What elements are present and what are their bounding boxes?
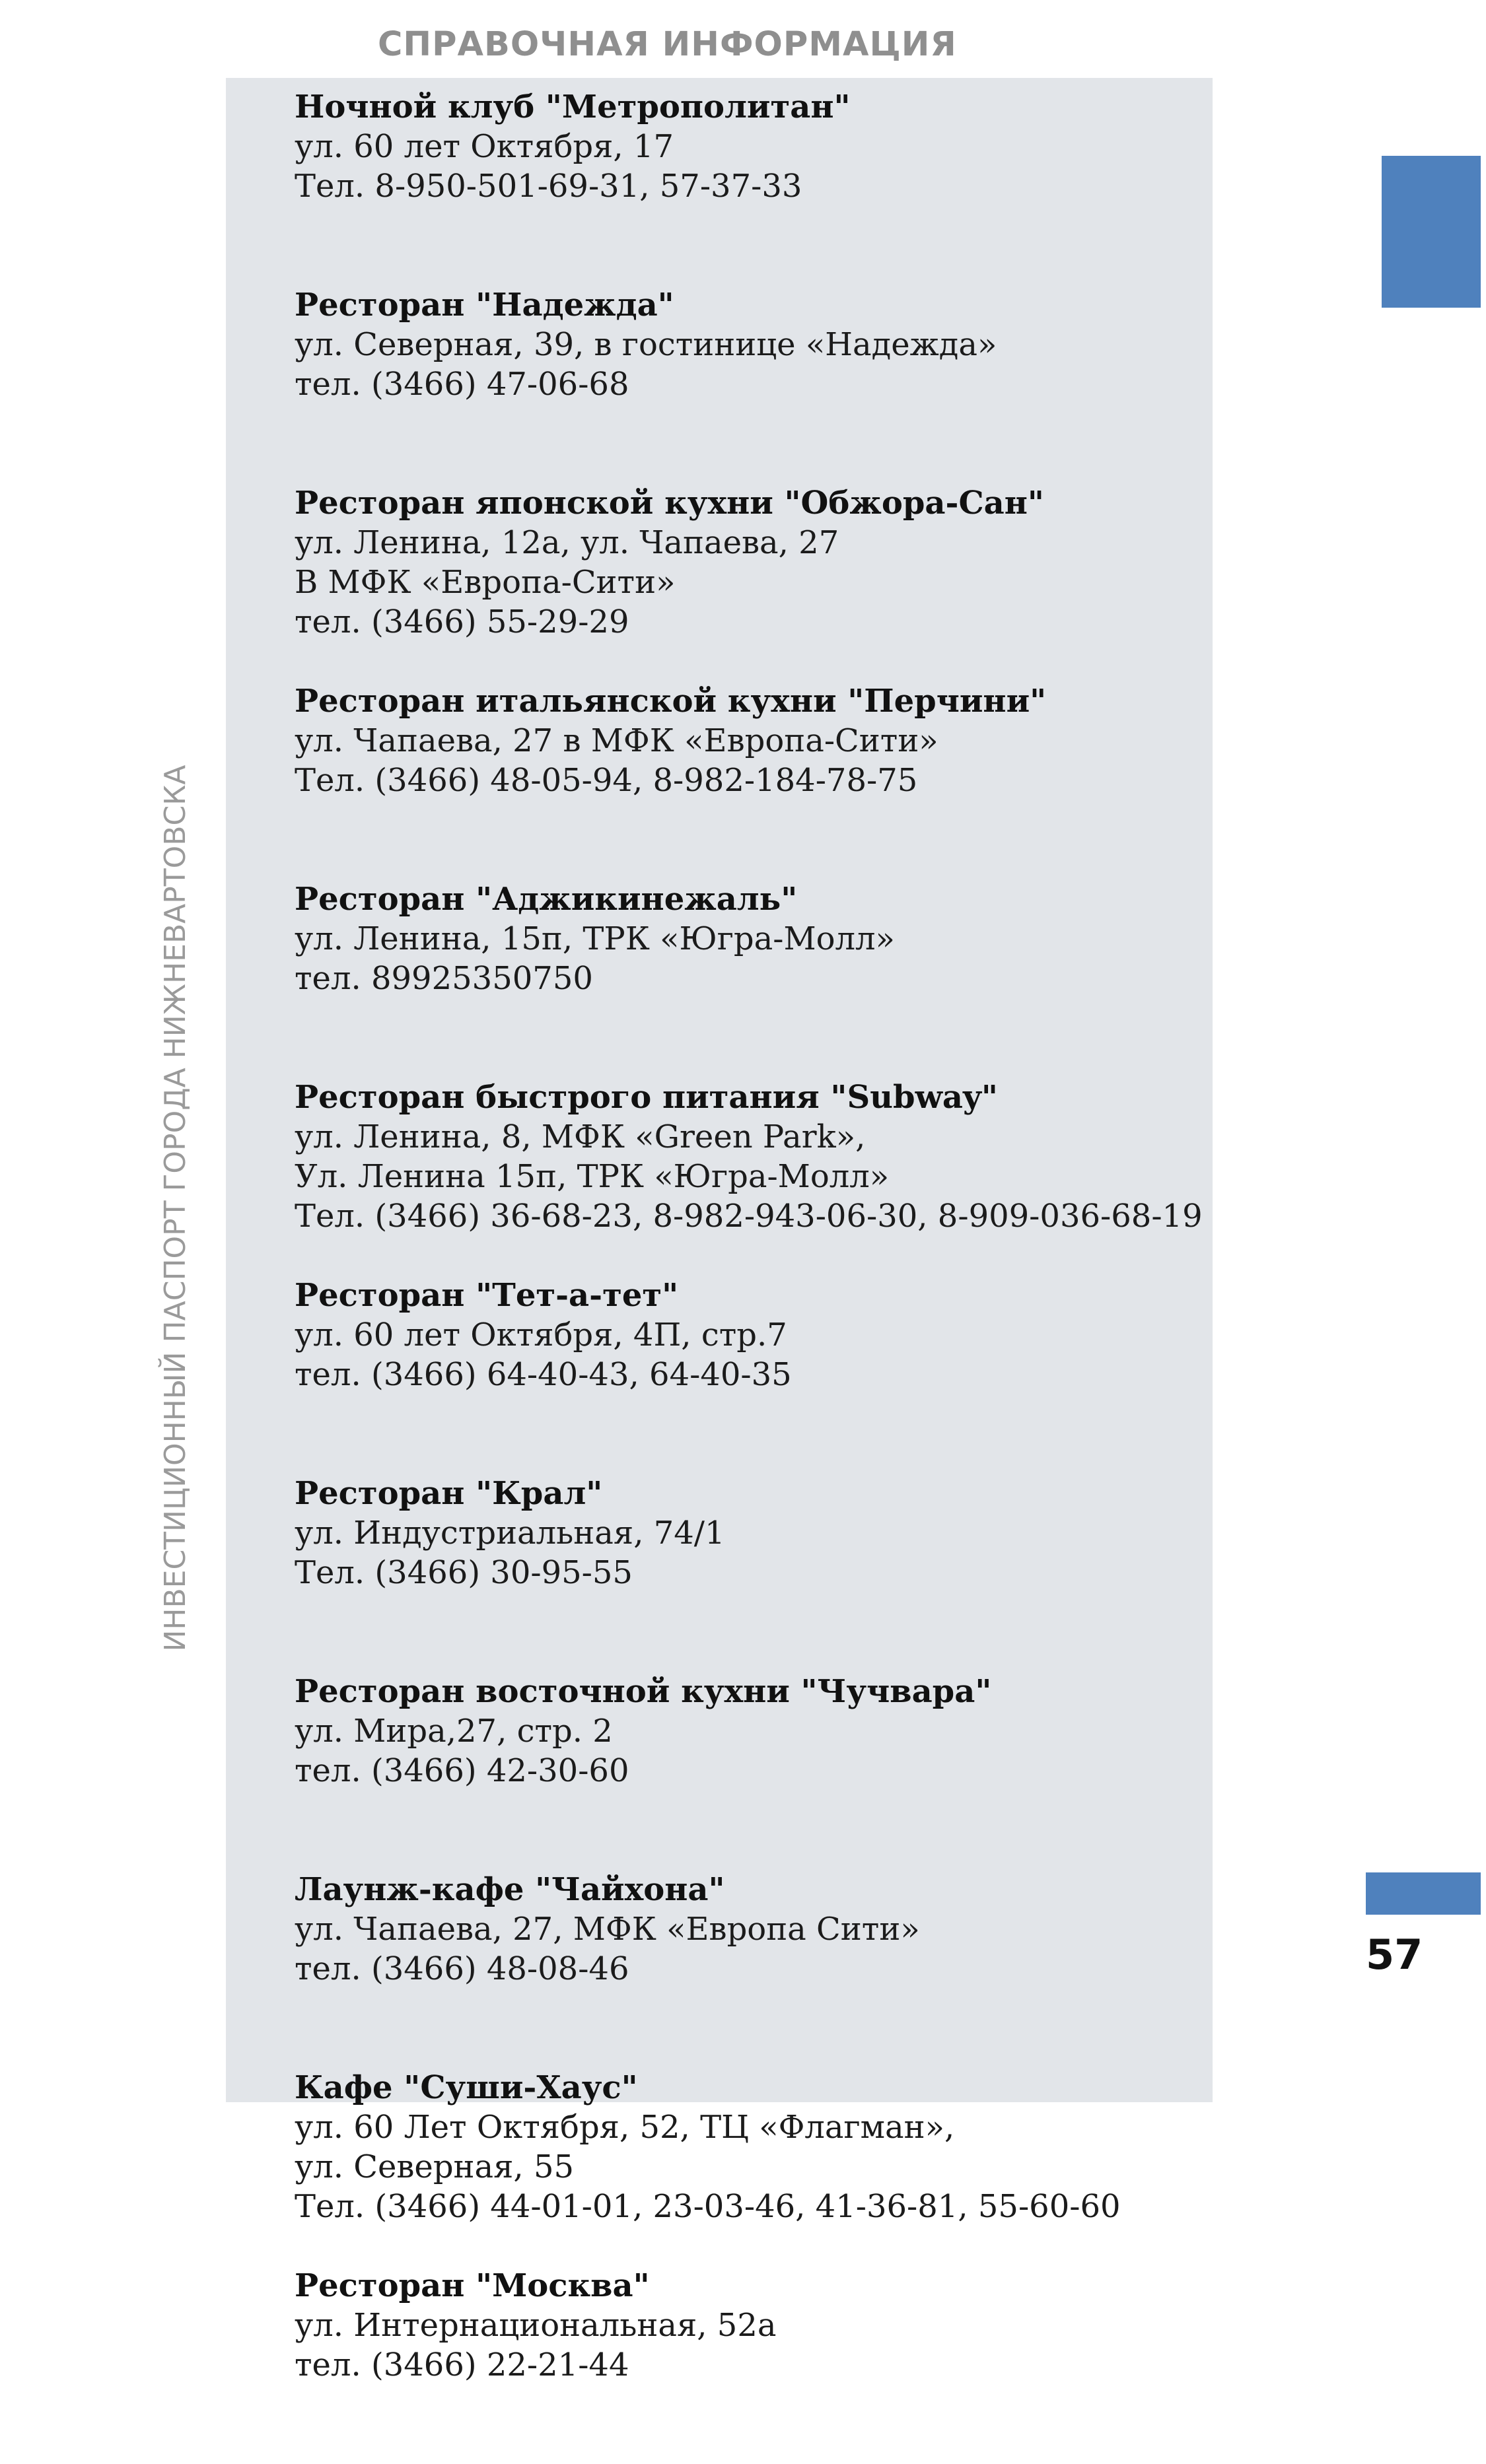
venue-name: Лаунж-кафе "Чайхона" (295, 1871, 725, 1908)
venue-phone: Тел. (3466) 36-68-23, 8-982-943-06-30, 8-909-036-68-19 (295, 1198, 1203, 1235)
directory-entry (295, 87, 1206, 285)
venue-name: Ресторан быстрого питания "Subway" (295, 1079, 998, 1116)
venue-address: Ул. Ленина 15п, ТРК «Югра-Молл» (295, 1158, 890, 1195)
directory-entry (295, 1870, 1206, 2068)
venue-address: ул. 60 лет Октября, 17 (295, 128, 674, 165)
venue-phone: тел. (3466) 48-08-46 (295, 1950, 629, 1987)
venue-address: ул. 60 Лет Октября, 52, ТЦ «Флагман», (295, 2109, 955, 2146)
venue-address: ул. Северная, 55 (295, 2148, 575, 2185)
venue-phone: тел. (3466) 42-30-60 (295, 1752, 629, 1789)
venue-name: Ночной клуб "Метрополитан" (295, 88, 851, 125)
section-title: СПРАВОЧНАЯ ИНФОРМАЦИЯ (378, 25, 957, 64)
venue-address: В МФК «Европа-Сити» (295, 564, 676, 601)
directory-entry (295, 879, 1206, 1078)
venue-name: Кафе "Суши-Хаус" (295, 2069, 638, 2106)
directory-entry (295, 2068, 1206, 2266)
venue-phone: Тел. (3466) 44-01-01, 23-03-46, 41-36-81, 55-60-60 (295, 2188, 1121, 2225)
venue-address: ул. Мира,27, стр. 2 (295, 1713, 613, 1750)
venue-name: Ресторан "Тет-а-тет" (295, 1277, 679, 1314)
venue-phone: тел. (3466) 55-29-29 (295, 603, 629, 640)
accent-bar-bottom (1366, 1872, 1481, 1915)
vertical-document-title: ИНВЕСТИЦИОННЫЙ ПАСПОРТ ГОРОДА НИЖНЕВАРТОВСКА (159, 765, 192, 1652)
venue-phone: тел. 89925350750 (295, 960, 593, 997)
venue-address: ул. Индустриальная, 74/1 (295, 1515, 725, 1552)
venue-name: Ресторан "Москва" (295, 2267, 650, 2304)
venue-address: ул. Северная, 39, в гостинице «Надежда» (295, 326, 997, 363)
venue-phone: тел. (3466) 64-40-43, 64-40-35 (295, 1356, 792, 1393)
venue-name: Ресторан "Надежда" (295, 287, 674, 324)
venue-address: ул. 60 лет Октября, 4П, стр.7 (295, 1317, 787, 1353)
directory-entry (295, 285, 1206, 483)
venue-name: Ресторан восточной кухни "Чучвара" (295, 1673, 992, 1710)
directory-entry (295, 681, 1206, 879)
venue-phone: Тел. (3466) 30-95-55 (295, 1554, 633, 1591)
venue-address: ул. Ленина, 12а, ул. Чапаева, 27 (295, 524, 839, 561)
venue-name: Ресторан японской кухни "Обжора-Сан" (295, 485, 1044, 522)
directory-panel (226, 78, 1213, 2383)
venue-address: ул. Ленина, 15п, ТРК «Югра-Молл» (295, 920, 895, 957)
venue-name: Ресторан "Крал" (295, 1475, 603, 1512)
venue-address: ул. Чапаева, 27 в МФК «Европа-Сити» (295, 722, 938, 759)
directory-entry (295, 483, 1206, 681)
venue-phone: Тел. 8-950-501-69-31, 57-37-33 (295, 168, 802, 205)
venue-phone: тел. (3466) 47-06-68 (295, 366, 629, 403)
venue-name: Ресторан "Аджикинежаль" (295, 881, 798, 918)
venue-address: ул. Ленина, 8, МФК «Green Park», (295, 1118, 866, 1155)
venue-phone: Тел. (3466) 48-05-94, 8-982-184-78-75 (295, 762, 918, 799)
venue-address: ул. Интернациональная, 52а (295, 2307, 777, 2344)
venue-phone: тел. (3466) 22-21-44 (295, 2346, 629, 2383)
page-number: 57 (1366, 1931, 1423, 1979)
directory-entry (295, 1672, 1206, 1870)
directory-entry (295, 1276, 1206, 1474)
directory-entry (295, 1474, 1206, 1672)
directory-entry (295, 1078, 1206, 1276)
directory-list (295, 87, 1206, 2464)
accent-bar-top (1382, 156, 1481, 308)
venue-address: ул. Чапаева, 27, МФК «Европа Сити» (295, 1911, 920, 1948)
venue-name: Ресторан итальянской кухни "Перчини" (295, 683, 1047, 720)
directory-entry (295, 2266, 1206, 2464)
